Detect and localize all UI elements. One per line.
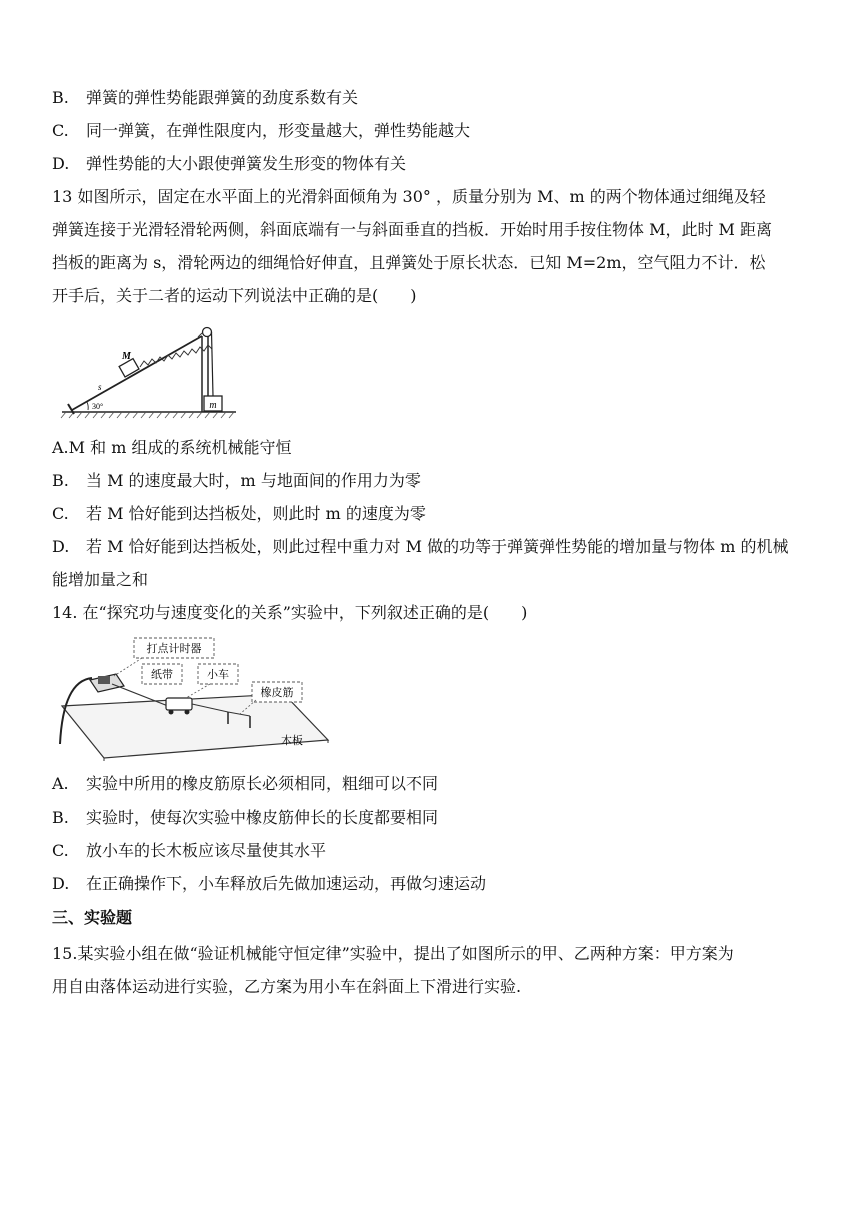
q13-incline-figure [52, 318, 238, 420]
q15-stem-line2: 用自由落体运动进行实验，乙方案为用小车在斜面上下滑进行实验. [52, 977, 522, 996]
q14-option-c [52, 841, 326, 861]
option-key: C. [52, 504, 69, 523]
option-text: 在正确操作下，小车释放后先做加速运动，再做匀速运动 [86, 874, 487, 893]
wooden-board [62, 694, 328, 758]
section-heading: 三、实验题 [52, 908, 133, 927]
option-text: 若 M 恰好能到达挡板处，则此过程中重力对 M 做的功等于弹簧弹性势能的增加量与物体 m 的机械 [86, 537, 789, 556]
q13-stem-line4: 开手后，关于二者的运动下列说法中正确的是( ) [52, 286, 417, 305]
option-key: D. [52, 874, 70, 893]
q13-stem-line2: 弹簧连接于光滑轻滑轮两侧，斜面底端有一与斜面垂直的挡板．开始时用手按住物体 M，此时 M 距离 [52, 220, 773, 239]
q13-option-c [52, 504, 426, 524]
label-cart: 小车 [207, 668, 229, 681]
q15-stem-line1: 15.某实验小组在做“验证机械能守恒定律”实验中，提出了如图所示的甲、乙两种方案：甲方案为 [52, 944, 734, 963]
q12-option-c [52, 121, 470, 141]
option-key: B. [52, 471, 69, 490]
q13-option-d-continued: 能增加量之和 [52, 570, 149, 589]
option-text: M 和 m 组成的系统机械能守恒 [68, 438, 292, 457]
q12-option-d [52, 154, 406, 174]
option-text: 弹簧的弹性势能跟弹簧的劲度系数有关 [86, 88, 359, 107]
option-key: B. [52, 88, 69, 107]
option-key: C. [52, 121, 69, 140]
incline-surface [72, 336, 202, 410]
q14-stem: 14. 在“探究功与速度变化的关系”实验中，下列叙述正确的是( ) [52, 603, 528, 622]
option-text: 实验时，使每次实验中橡皮筋伸长的长度都要相同 [86, 808, 439, 827]
pulley [203, 328, 212, 337]
label-M: M [122, 351, 131, 362]
q14-option-a [52, 774, 438, 794]
q13-option-a [52, 438, 291, 458]
q14-option-d [52, 874, 486, 894]
q13-stem-line1: 13 如图所示，固定在水平面上的光滑斜面倾角为 30° ，质量分别为 M、m 的两个物体通过细绳及轻 [52, 187, 766, 206]
q13-option-b [52, 471, 421, 491]
label-m: m [209, 400, 217, 411]
option-key: A. [52, 774, 69, 793]
q14-apparatus-figure [52, 634, 330, 762]
option-text: 弹性势能的大小跟使弹簧发生形变的物体有关 [86, 154, 407, 173]
q13-option-d [52, 537, 788, 557]
q14-option-b [52, 808, 438, 828]
label-angle: 30° [92, 402, 104, 411]
option-key: B. [52, 808, 69, 827]
option-text: 实验中所用的橡皮筋原长必须相同，粗细可以不同 [86, 774, 439, 793]
label-s: s [98, 382, 102, 392]
option-key: D. [52, 154, 70, 173]
q13-stem-line3: 挡板的距离为 s，滑轮两边的细绳恰好伸直，且弹簧处于原长状态．已知 M=2m，空气阻力不计．松 [52, 253, 766, 272]
rope [212, 332, 214, 396]
q12-option-b [52, 88, 358, 108]
label-tape: 纸带 [151, 668, 173, 681]
cart [166, 698, 192, 710]
option-key: D. [52, 537, 70, 556]
label-board: 木板 [281, 734, 303, 747]
option-text: 若 M 恰好能到达挡板处，则此时 m 的速度为零 [86, 504, 426, 523]
spring [140, 345, 212, 367]
option-text: 放小车的长木板应该尽量使其水平 [86, 841, 327, 860]
option-text: 当 M 的速度最大时，m 与地面间的作用力为零 [86, 471, 421, 490]
label-rubber: 橡皮筋 [260, 686, 294, 699]
option-text: 同一弹簧，在弹性限度内，形变量越大，弹性势能越大 [86, 121, 471, 140]
option-key: A. [52, 438, 69, 457]
label-timer: 打点计时器 [146, 642, 202, 655]
option-key: C. [52, 841, 69, 860]
